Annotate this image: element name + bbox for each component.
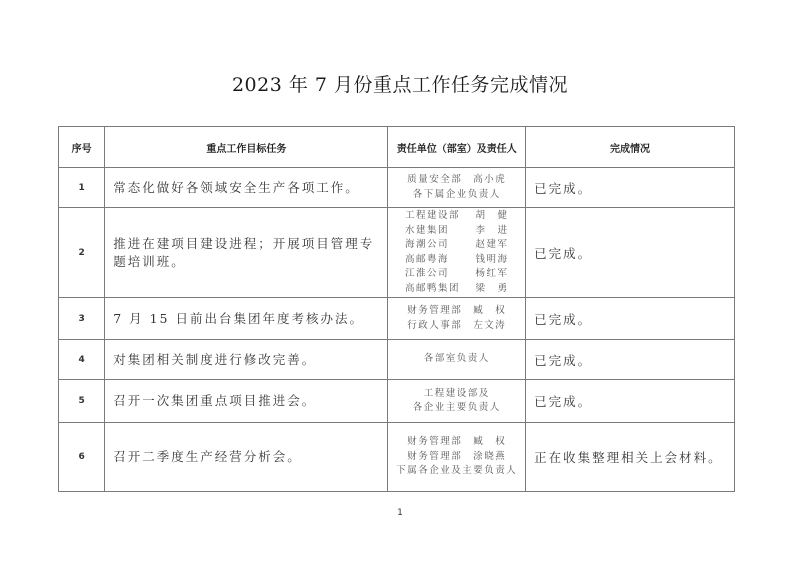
row-task: 常态化做好各领域安全生产各项工作。 (105, 168, 388, 208)
document-title: 2023 年 7 月份重点工作任务完成情况 (231, 74, 569, 96)
responsible-line: 海潮公司 赵建军 (404, 239, 509, 250)
table-row (59, 208, 735, 298)
row-task: 召开二季度生产经营分析会。 (105, 423, 388, 492)
task-table (58, 126, 735, 492)
row-task: 召开一次集团重点项目推进会。 (105, 380, 388, 423)
responsible-line: 工程建设部 胡 健 (404, 210, 509, 221)
row-task: 对集团相关制度进行修改完善。 (105, 340, 388, 380)
table-row (59, 423, 735, 492)
responsible-line: 财务管理部 涂晓燕 (407, 450, 507, 462)
header-serial-number: 序号 (59, 127, 105, 168)
header-status: 完成情况 (526, 127, 735, 168)
row-responsible (388, 208, 526, 298)
table-row (59, 380, 735, 423)
row-task: 推进在建项目建设进程；开展项目管理专题培训班。 (105, 208, 388, 298)
row-responsible (388, 380, 526, 423)
header-responsible: 责任单位（部室）及责任人 (388, 127, 526, 168)
row-task: 7 月 15 日前出台集团年度考核办法。 (105, 298, 388, 340)
responsible-line: 工程建设部及 (423, 387, 490, 399)
page-number: 1 (397, 508, 403, 518)
row-status: 正在收集整理相关上会材料。 (526, 423, 735, 492)
responsible-line: 下属各企业及主要负责人 (396, 465, 518, 477)
row-number: 4 (59, 340, 105, 380)
responsible-line: 各下属企业负责人 (412, 188, 501, 200)
row-number: 1 (59, 168, 105, 208)
row-status: 已完成。 (526, 340, 735, 380)
responsible-line: 质量安全部 高小虎 (407, 174, 507, 185)
responsible-line: 高邮粤海 钱明海 (404, 253, 509, 265)
responsible-line: 各企业主要负责人 (412, 402, 501, 413)
responsible-line: 各部室负责人 (423, 353, 490, 365)
row-status: 已完成。 (526, 168, 735, 208)
responsible-line: 江淮公司 杨红军 (404, 268, 509, 279)
row-responsible (388, 340, 526, 380)
responsible-line: 水建集团 李 进 (404, 224, 509, 236)
table-row (59, 340, 735, 380)
row-status: 已完成。 (526, 208, 735, 298)
header-task: 重点工作目标任务 (105, 127, 388, 168)
table-header-row (59, 127, 735, 168)
row-number: 5 (59, 380, 105, 423)
responsible-line: 财务管理部 臧 权 (407, 436, 507, 448)
row-number: 2 (59, 208, 105, 298)
responsible-line: 高邮鸭集团 梁 勇 (404, 282, 509, 294)
row-responsible (388, 298, 526, 340)
row-status: 已完成。 (526, 380, 735, 423)
row-responsible (388, 168, 526, 208)
row-responsible (388, 423, 526, 492)
responsible-line: 财务管理部 臧 权 (407, 305, 507, 316)
row-number: 6 (59, 423, 105, 492)
row-status: 已完成。 (526, 298, 735, 340)
table-row (59, 168, 735, 208)
responsible-line: 行政人事部 左文涛 (407, 319, 507, 331)
table-row (59, 298, 735, 340)
row-number: 3 (59, 298, 105, 340)
